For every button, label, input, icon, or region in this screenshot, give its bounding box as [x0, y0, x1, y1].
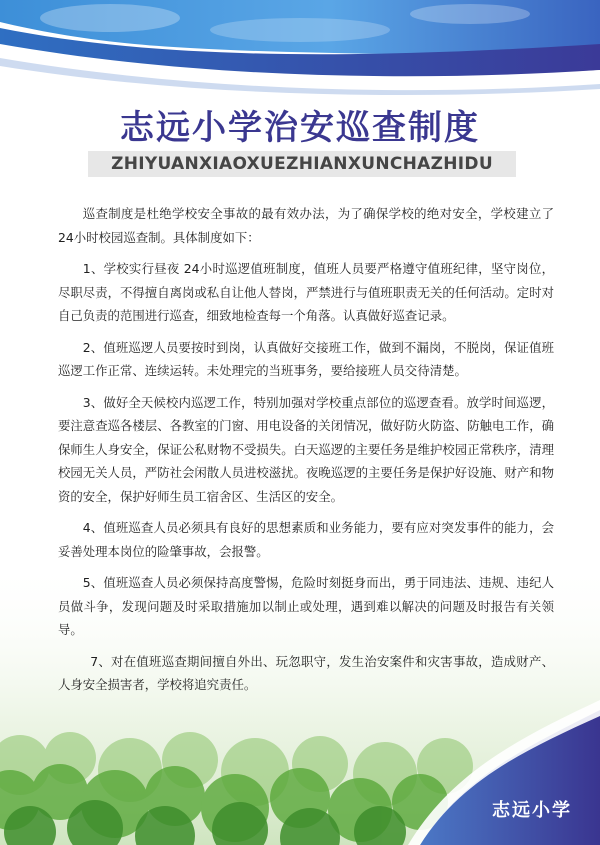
rule-7: 7、对在值班巡查期间擅自外出、玩忽职守，发生治安案件和灾害事故，造成财产、人身安全损害者，学校将追究责任。 — [58, 653, 554, 692]
rule-1: 1、学校实行昼夜 24小时巡逻值班制度，值班人员要严格遵守值班纪律，坚守岗位，尽职尽责，不得擅自离岗或私自让他人替岗，严禁进行与值班职责无关的任何活动。定时对自己负责的范围进行巡查，细致地检查每一个角落。认真做好巡查记录。 — [58, 261, 554, 323]
rule-3: 3、做好全天候校内巡逻工作，特别加强对学校重点部位的巡逻查看。放学时间巡逻，要注意查巡各楼层、各教室的门窗、用电设备的关闭情况，做好防火防盗、防触电工作，确保师生人身安全，保证公私财物不受损失。白天巡逻的主要任务是维护校园正常秩序，清理校园无关人员，严防社会闲散人员进校滋扰。夜晚巡逻的主要任务是保护好设施、财产和物资的安全，保护好师生员工宿舍区、生活区的安全。 — [58, 394, 554, 504]
rule-4: 4、值班巡查人员必须具有良好的思想素质和业务能力，要有应对突发事件的能力，会妥善处理本岗位的险肇事故，会报警。 — [58, 520, 554, 559]
school-signature: 志远小学 — [492, 800, 572, 821]
page-title: 志远小学治安巡查制度 — [120, 108, 480, 148]
header-sky-wave — [0, 0, 600, 110]
regulation-body — [58, 202, 554, 705]
rule-5: 5、值班巡查人员必须保持高度警惕，危险时刻挺身而出，勇于同违法、违规、违纪人员做斗争，发现问题及时采取措施加以制止或处理，遇到难以解决的问题及时报告有关领导。 — [58, 575, 554, 637]
rule-2: 2、值班巡逻人员要按时到岗，认真做好交接班工作，做到不漏岗，不脱岗，保证值班巡逻工作正常、连续运转。未处理完的当班事务，要给接班人员交待清楚。 — [58, 339, 554, 378]
intro-paragraph: 巡查制度是杜绝学校安全事故的最有效办法，为了确保学校的绝对安全，学校建立了24小时校园巡查制。具体制度如下： — [58, 206, 554, 245]
pinyin-subtitle: ZHIYUANXIAOXUEZHIANXUNCHAZHIDU — [88, 151, 516, 177]
